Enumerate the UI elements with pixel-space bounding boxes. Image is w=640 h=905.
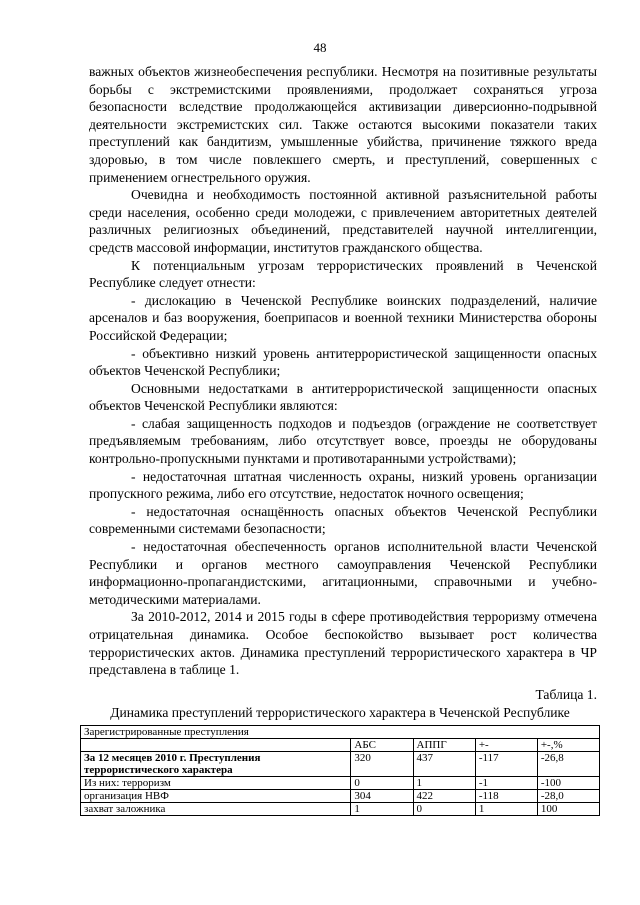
crime-dynamics-table bbox=[80, 725, 600, 816]
body-text bbox=[89, 63, 597, 679]
cell-diff: 1 bbox=[475, 803, 537, 816]
paragraph: важных объектов жизнеобеспечения республики. Несмотря на позитивные результаты борьбы с экстремистскими проявлениями, продолжает сохраняться угроза безопасности вследствие продолжающейся активизации диверсионно-подрывной деятельности экстремистских сил. Также остаются высокими показатели таких преступлений как бандитизм, умышленные убийства, причинение тяжкого вреда здоровью, в том числе повлекшего смерть, и преступлений, совершенных с применением огнестрельного оружия. bbox=[89, 64, 597, 185]
table-row bbox=[81, 790, 600, 803]
cell-pct: -28,0 bbox=[537, 790, 599, 803]
table-row bbox=[81, 803, 600, 816]
paragraph: К потенциальным угрозам террористических проявлений в Чеченской Республике следует отнести: bbox=[89, 257, 597, 291]
paragraph: За 2010-2012, 2014 и 2015 годы в сфере противодействия терроризму отмечена отрицательная динамика. Особое беспокойство вызывает рост количества террористических актов. Динамика преступлений террористического характера в ЧР представлена в таблице 1. bbox=[89, 609, 597, 678]
row-label: Из них: терроризм bbox=[81, 777, 351, 790]
table-column-header-row bbox=[81, 739, 600, 752]
list-item: - слабая защищенность подходов и подъездов (ограждение не соответствует предъявляемым требованиям, либо отсутствует вовсе, проезды не оборудованы контрольно-пропускными пунктами и противотаранными устройствами); bbox=[89, 415, 597, 467]
column-header-abs: АБС bbox=[351, 739, 413, 752]
cell-pct: -100 bbox=[537, 777, 599, 790]
table-row bbox=[81, 777, 600, 790]
paragraph: Основными недостатками в антитеррористической защищенности опасных объектов Чеченской Республики являются: bbox=[89, 380, 597, 414]
cell-abs: 320 bbox=[351, 752, 413, 777]
table-row bbox=[81, 752, 600, 777]
cell-pct: -26,8 bbox=[537, 752, 599, 777]
cell-diff: -117 bbox=[475, 752, 537, 777]
row-label: За 12 месяцев 2010 г. Преступления террористического характера bbox=[81, 752, 351, 777]
cell-appg: 422 bbox=[413, 790, 475, 803]
row-label: захват заложника bbox=[81, 803, 351, 816]
cell-appg: 0 bbox=[413, 803, 475, 816]
cell-diff: -1 bbox=[475, 777, 537, 790]
cell-appg: 1 bbox=[413, 777, 475, 790]
table-caption-number: Таблица 1. bbox=[535, 687, 597, 702]
cell-pct: 100 bbox=[537, 803, 599, 816]
table-header-note: Зарегистрированные преступления bbox=[81, 726, 600, 739]
list-item: - недостаточная оснащённость опасных объектов Чеченской Республики современными системами безопасности; bbox=[89, 503, 597, 537]
row-label: организация НВФ bbox=[81, 790, 351, 803]
list-item: - недостаточная обеспеченность органов исполнительной власти Чеченской Республики и органов местного самоуправления Чеченской Республики информационно-пропагандистскими, агитационными, справочными и учебно-методическими материалами. bbox=[89, 539, 597, 607]
column-header-label bbox=[81, 739, 351, 752]
list-item: - объективно низкий уровень антитеррористической защищенности опасных объектов Чеченской Республики; bbox=[89, 345, 597, 379]
cell-abs: 0 bbox=[351, 777, 413, 790]
cell-appg: 437 bbox=[413, 752, 475, 777]
table-title: Динамика преступлений террористического характера в Чеченской Республике bbox=[110, 705, 570, 720]
column-header-pct: +-,% bbox=[537, 739, 599, 752]
list-item: - дислокацию в Чеченской Республике воинских подразделений, наличие арсеналов и баз вооружения, боеприпасов и военной техники Министерства обороны Российской Федерации; bbox=[89, 292, 597, 343]
table-header-note-row bbox=[81, 726, 600, 739]
page-number: 48 bbox=[313, 40, 327, 55]
column-header-diff: +- bbox=[475, 739, 537, 752]
paragraph: Очевидна и необходимость постоянной активной разъяснительной работы среди населения, особенно среди молодежи, с привлечением авторитетных деятелей различных религиозных объединений, представителей научной интеллигенции, средств массовой информации, институтов гражданского общества. bbox=[89, 187, 597, 255]
list-item: - недостаточная штатная численность охраны, низкий уровень организации пропускного режима, либо его отсутствие, недостаток ночного освещения; bbox=[89, 468, 597, 502]
cell-abs: 304 bbox=[351, 790, 413, 803]
column-header-appg: АППГ bbox=[413, 739, 475, 752]
cell-abs: 1 bbox=[351, 803, 413, 816]
cell-diff: -118 bbox=[475, 790, 537, 803]
